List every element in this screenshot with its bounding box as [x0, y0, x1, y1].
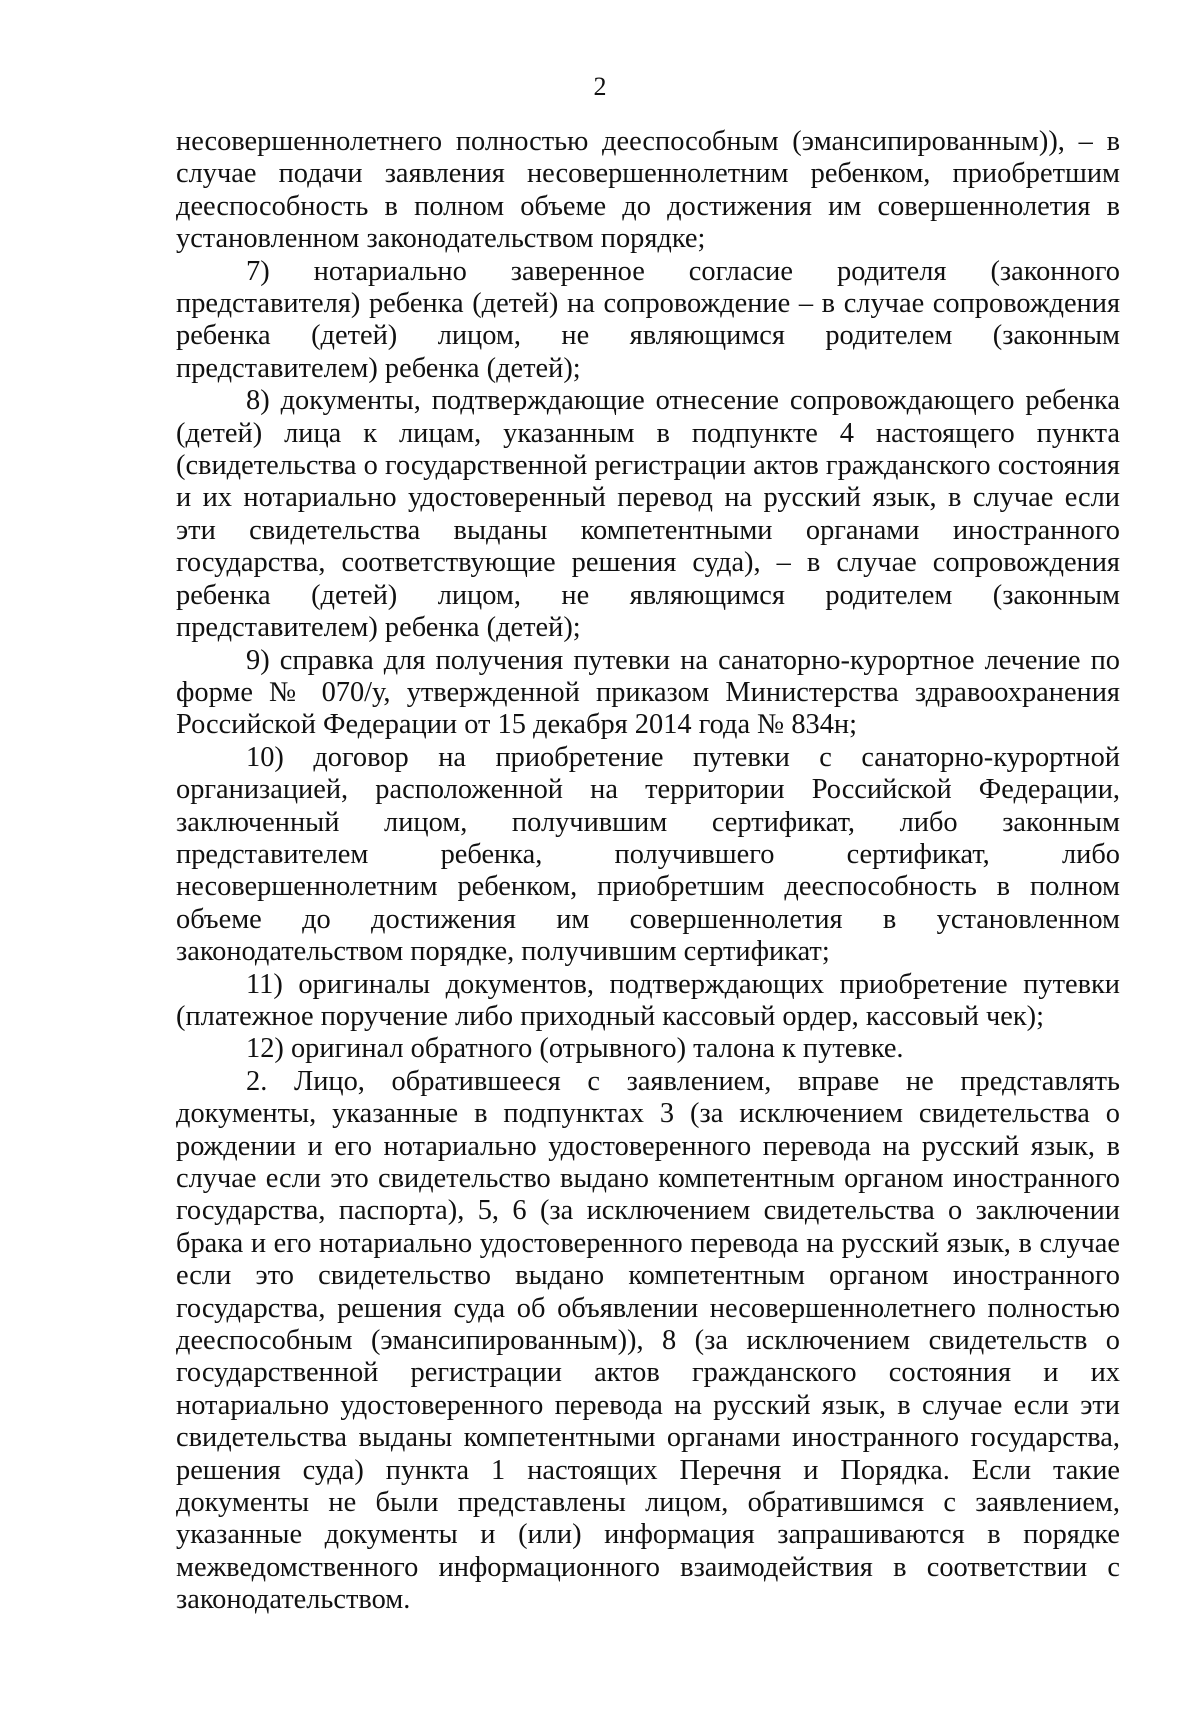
paragraph-item-9: 9) справка для получения путевки на санаторно-курортное лечение по форме № 070/у, утвержденной приказом Министерства здравоохранения Российской Федерации от 15 декабря 2014 года № 834н; [176, 644, 1120, 741]
paragraph-item-8: 8) документы, подтверждающие отнесение сопровождающего ребенка (детей) лица к лицам, указанным в подпункте 4 настоящего пункта (свидетельства о государственной регистрации актов гражданского состояния и их нотариально удостоверенный перевод на русский язык, в случае если эти свидетельства выданы компетентными органами иностранного государства, соответствующие решения суда), – в случае сопровождения ребенка (детей) лицом, не являющимся родителем (законным представителем) ребенка (детей); [176, 385, 1120, 644]
paragraph-continuation: несовершеннолетнего полностью дееспособным (эмансипированным)), – в случае подачи заявления несовершеннолетним ребенком, приобретшим дееспособность в полном объеме до достижения им совершеннолетия в установленном законодательством порядке; [176, 126, 1120, 255]
paragraph-item-10: 10) договор на приобретение путевки с санаторно-курортной организацией, расположенной на территории Российской Федерации, заключенный лицом, получившим сертификат, либо законным представителем ребенка, получившего сертификат, либо несовершеннолетним ребенком, приобретшим дееспособность в полном объеме до достижения им совершеннолетия в установленном законодательством порядке, получившим сертификат; [176, 741, 1120, 968]
paragraph-item-12: 12) оригинал обратного (отрывного) талона к путевке. [246, 1033, 904, 1065]
paragraph-section-2: 2. Лицо, обратившееся с заявлением, вправе не представлять документы, указанные в подпунктах 3 (за исключением свидетельства о рождении и его нотариально удостоверенного перевода на русский язык, в случае если это свидетельство выдано компетентным органом иностранного государства, паспорта), 5, 6 (за исключением свидетельства о заключении брака и его нотариально удостоверенного перевода на русский язык, в случае если это свидетельство выдано компетентным органом иностранного государства, решения суда об объявлении несовершеннолетнего полностью дееспособным (эмансипированным)), 8 (за исключением свидетельств о государственной регистрации актов гражданского состояния и их нотариально удостоверенного перевода на русский язык, в случае если эти свидетельства выданы компетентными органами иностранного государства, решения суда) пункта 1 настоящих Перечня и Порядка. Если такие документы не были представлены лицом, обратившимся с заявлением, указанные документы и (или) информация запрашиваются в порядке межведомственного информационного взаимодействия в соответствии с законодательством. [176, 1065, 1120, 1616]
paragraph-item-7: 7) нотариально заверенное согласие родителя (законного представителя) ребенка (детей) на сопровождение – в случае сопровождения ребенка (детей) лицом, не являющимся родителем (законным представителем) ребенка (детей); [176, 255, 1120, 384]
page-number: 2 [593, 72, 607, 101]
paragraph-item-11: 11) оригиналы документов, подтверждающих приобретение путевки (платежное поручение либо приходный кассовый ордер, кассовый чек); [176, 968, 1120, 1032]
document-body [176, 126, 1120, 1617]
